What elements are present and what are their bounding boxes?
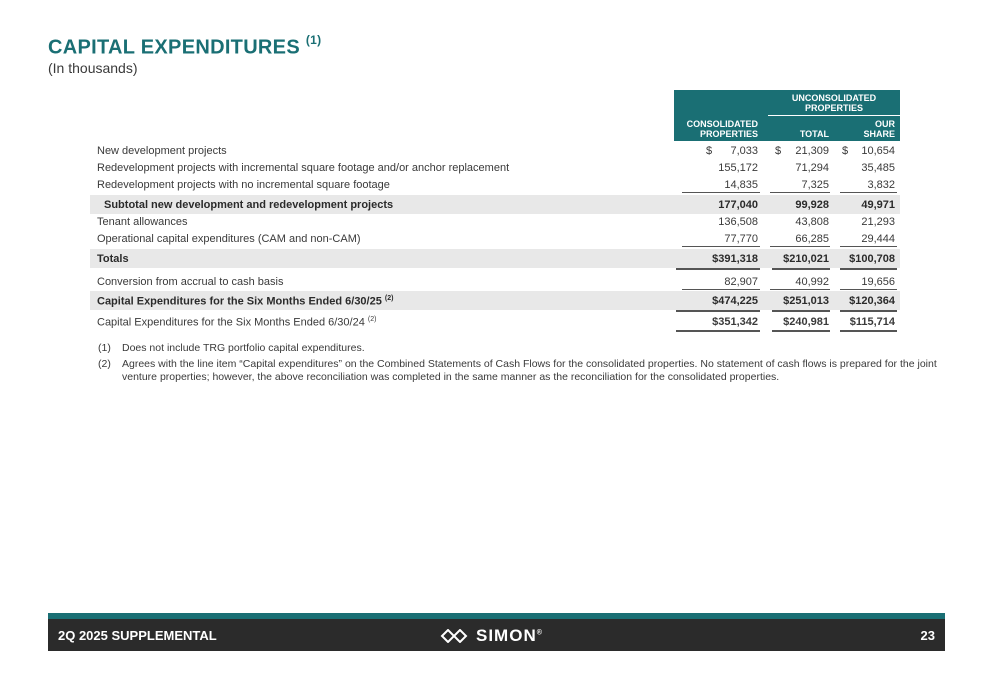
header-consolidated — [687, 119, 758, 139]
underline — [682, 246, 760, 247]
cell-total: 66,285 — [795, 233, 829, 245]
cell-our-share: 35,485 — [861, 162, 895, 174]
table-row-operational-capex — [90, 230, 900, 247]
double-underline — [772, 310, 830, 312]
footnote-1 — [98, 342, 948, 355]
double-underline — [676, 268, 760, 270]
footnote-number: (2) — [98, 358, 111, 370]
cell-total: 99,928 — [795, 199, 829, 211]
double-underline — [772, 330, 830, 332]
row-label: Tenant allowances — [97, 216, 188, 228]
cell-our-share: 19,656 — [861, 276, 895, 288]
table-row-totals — [90, 249, 900, 268]
cell-total: 71,294 — [795, 162, 829, 174]
row-label: Operational capital expenditures (CAM and non-CAM) — [97, 233, 361, 245]
cell-consolidated: 77,770 — [724, 233, 758, 245]
header-our-share — [863, 119, 895, 139]
currency-symbol: $ — [842, 145, 849, 157]
table-row-capex-2025 — [90, 291, 900, 310]
underline — [840, 289, 897, 290]
cell-consolidated: 155,172 — [718, 162, 758, 174]
header-unconsolidated-group — [768, 90, 900, 115]
header-our-share-line1: OUR — [875, 119, 895, 129]
underline — [770, 246, 830, 247]
header-consolidated-line1: CONSOLIDATED — [686, 119, 758, 129]
header-our-share-line2: SHARE — [863, 129, 895, 139]
footnote-text: Agrees with the line item “Capital expenditures” on the Combined Statements of Cash Flows for the consolidated properties. No statement of cash flows is prepared for the joint venture properties; however, the above reconciliation was completed in the same manner as the reconciliation for the consolidated properties. — [122, 358, 937, 383]
underline — [682, 192, 760, 193]
cell-total: 21,309 — [795, 145, 829, 157]
footnote-ref: (2) — [384, 295, 394, 302]
page-number: 23 — [920, 628, 935, 643]
cell-our-share: 49,971 — [861, 199, 895, 211]
underline — [682, 289, 760, 290]
row-label: Totals — [97, 253, 129, 265]
cell-total: $240,981 — [783, 316, 829, 328]
header-unconsolidated-line1: UNCONSOLIDATED — [791, 93, 877, 103]
table-row-subtotal — [90, 195, 900, 214]
cell-total: 40,992 — [795, 276, 829, 288]
double-underline — [840, 330, 897, 332]
footnote-number: (1) — [98, 342, 111, 354]
row-label: Redevelopment projects with incremental square footage and/or anchor replacement — [97, 162, 510, 174]
registered-mark: ® — [536, 629, 543, 637]
cell-consolidated: 14,835 — [724, 179, 758, 191]
row-label-text: Capital Expenditures for the Six Months Ended 6/30/25 — [97, 295, 382, 308]
page-subtitle: (In thousands) — [48, 60, 138, 76]
cell-total: $251,013 — [783, 295, 829, 307]
double-underline — [772, 268, 830, 270]
footnote-text: Does not include TRG portfolio capital expenditures. — [122, 342, 365, 354]
row-label — [97, 295, 393, 308]
cell-consolidated: $351,342 — [712, 316, 758, 328]
simon-logo — [440, 626, 543, 646]
cell-total: 7,325 — [801, 179, 829, 191]
cell-our-share: $120,364 — [849, 295, 895, 307]
underline — [840, 246, 897, 247]
logo-text: SIMON — [476, 626, 537, 645]
footnotes — [98, 342, 948, 387]
double-underline — [840, 268, 897, 270]
table-row-conversion — [90, 273, 900, 290]
row-label: Conversion from accrual to cash basis — [97, 276, 284, 288]
cell-total: 43,808 — [795, 216, 829, 228]
header-columns — [674, 116, 900, 141]
underline — [770, 289, 830, 290]
table-row-redevelopment-incremental — [90, 159, 900, 176]
row-label: Subtotal new development and redevelopment projects — [104, 199, 394, 211]
cell-our-share: 3,832 — [867, 179, 895, 191]
cell-our-share: $115,714 — [849, 316, 895, 328]
cell-consolidated: 136,508 — [718, 216, 758, 228]
double-underline — [840, 310, 897, 312]
cell-consolidated: $474,225 — [712, 295, 758, 307]
cell-our-share: 21,293 — [861, 216, 895, 228]
header-total: TOTAL — [799, 129, 829, 139]
footer-report-name: 2Q 2025 SUPPLEMENTAL — [58, 628, 217, 643]
underline — [770, 192, 830, 193]
row-label — [97, 316, 376, 329]
row-label-text: Capital Expenditures for the Six Months Ended 6/30/24 — [97, 316, 365, 329]
cell-total: $210,021 — [783, 253, 829, 265]
underline — [840, 192, 897, 193]
cell-our-share: $100,708 — [849, 253, 895, 265]
header-consolidated-line2: PROPERTIES — [699, 129, 758, 139]
cell-consolidated: $391,318 — [712, 253, 758, 265]
row-label: New development projects — [97, 145, 227, 157]
double-underline — [676, 330, 760, 332]
table-row-redevelopment-no-incremental — [90, 176, 900, 193]
table-row-new-development — [90, 142, 900, 159]
currency-symbol: $ — [706, 145, 713, 157]
row-label: Redevelopment projects with no incremental square footage — [97, 179, 390, 191]
page-title-text: CAPITAL EXPENDITURES — [48, 36, 300, 59]
currency-symbol: $ — [775, 145, 782, 157]
table-row-tenant-allowances — [90, 213, 900, 230]
simon-logo-wordmark — [476, 626, 543, 646]
double-underline — [676, 310, 760, 312]
header-consolidated-bg — [674, 90, 768, 116]
footnote-ref: (2) — [367, 316, 377, 323]
cell-consolidated: 82,907 — [724, 276, 758, 288]
simon-logo-icon — [440, 629, 470, 643]
table-row-capex-2024 — [90, 313, 900, 330]
cell-consolidated: 177,040 — [718, 199, 758, 211]
title-footnote-ref: (1) — [305, 33, 322, 47]
cell-our-share: 10,654 — [861, 145, 895, 157]
page-title — [48, 35, 321, 60]
header-unconsolidated-line2: PROPERTIES — [804, 103, 863, 113]
page-footer — [48, 619, 945, 651]
footnote-2 — [98, 358, 948, 384]
cell-our-share: 29,444 — [861, 233, 895, 245]
cell-consolidated: 7,033 — [730, 145, 758, 157]
